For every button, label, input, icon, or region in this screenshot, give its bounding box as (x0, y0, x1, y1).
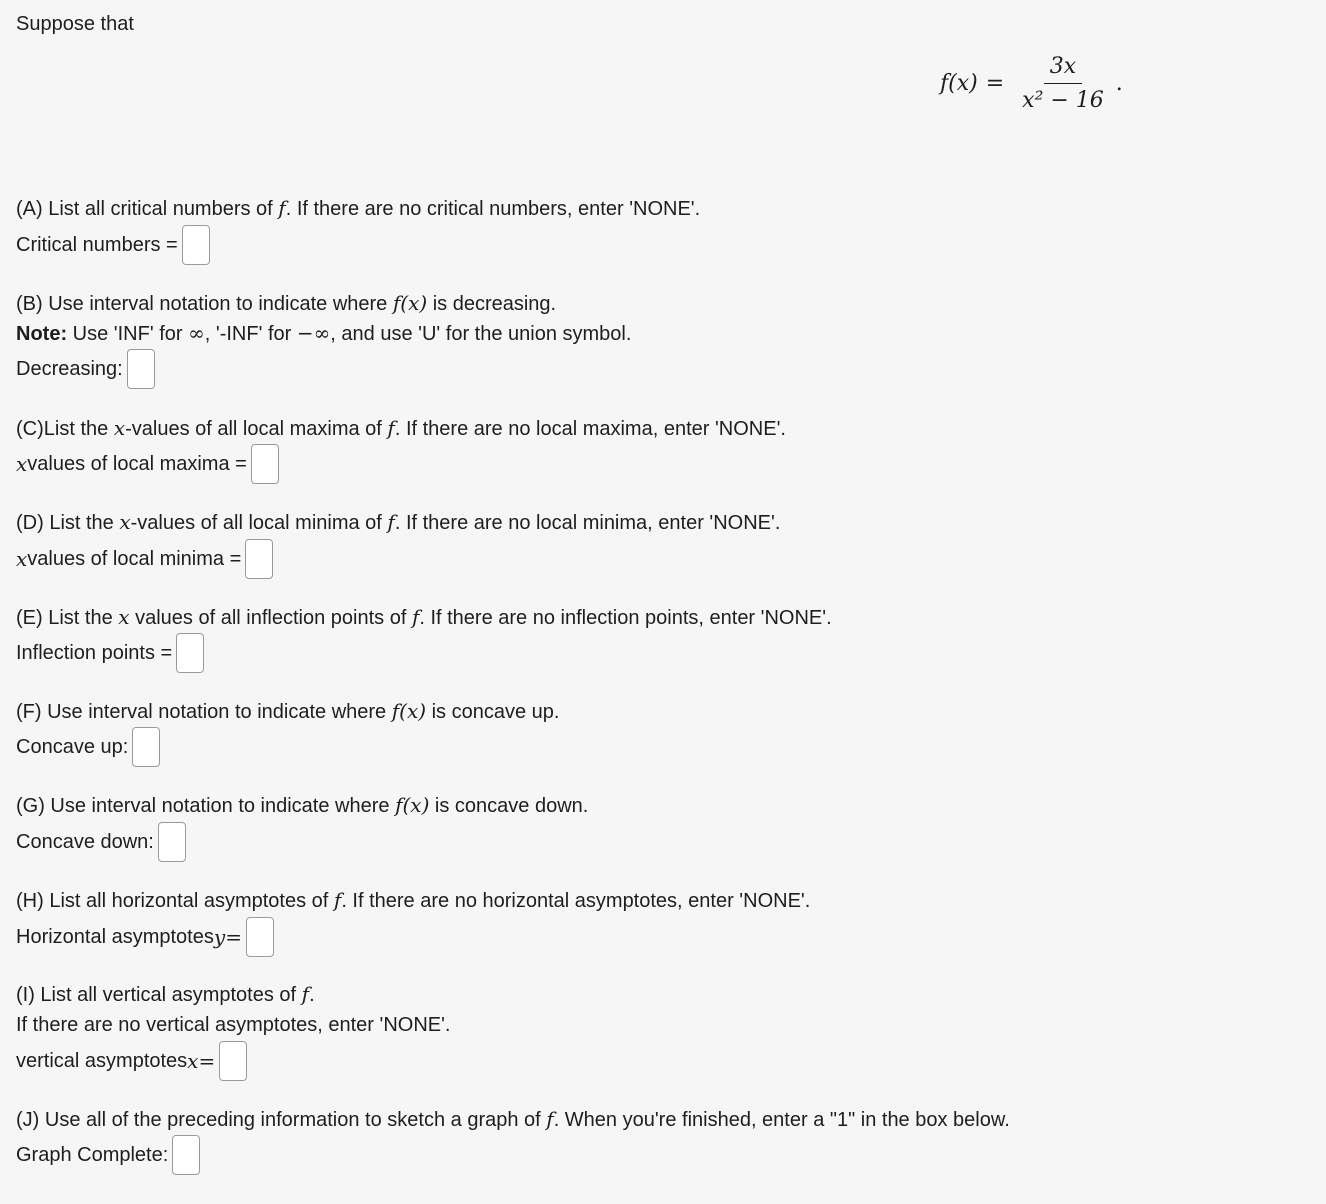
question-b-fx: f(x) (392, 291, 428, 315)
concave-down-label: Concave down: (16, 831, 154, 853)
critical-numbers-input[interactable] (182, 225, 210, 265)
question-c-var: x (113, 416, 126, 440)
question-g-text-2: is concave down. (429, 795, 589, 817)
formula-equals: = (985, 71, 1005, 96)
formula-denominator: x² − 16 (1022, 88, 1104, 113)
neg-infinity-symbol: −∞ (296, 321, 331, 345)
note-text-2: , '-INF' for (204, 323, 297, 345)
question-a (16, 196, 700, 221)
local-maxima-var: x (16, 452, 28, 476)
question-h (16, 888, 810, 913)
formula-numerator: 3x (1044, 54, 1082, 84)
question-i-text-1: (I) List all vertical asymptotes of (16, 984, 302, 1006)
question-j (16, 1107, 1010, 1132)
question-d-text-2: -values of all local minima of (130, 512, 388, 534)
vertical-asymptotes-input[interactable] (219, 1041, 247, 1081)
intro-text: Suppose that (16, 13, 134, 35)
function-formula (940, 54, 1123, 113)
question-c (16, 416, 786, 441)
note-text-3: , and use 'U' for the union symbol. (330, 323, 632, 345)
local-maxima-input[interactable] (251, 444, 279, 484)
question-f-text-2: is concave up. (426, 701, 560, 723)
horizontal-asymptotes-var: y (213, 925, 226, 949)
vertical-asymptotes-row (16, 1040, 247, 1082)
question-e-text-3: . If there are no inflection points, enter 'NONE'. (419, 607, 832, 629)
question-e-var: x (118, 605, 130, 629)
question-c-text-2: -values of all local maxima of (125, 418, 388, 440)
question-i-f: f (301, 982, 310, 1006)
question-h-f: f (333, 888, 342, 912)
concave-down-input[interactable] (158, 822, 186, 862)
horizontal-asymptotes-label: Horizontal asymptotes (16, 926, 214, 948)
formula-lhs: f(x) (940, 71, 978, 96)
question-j-text-1: (J) Use all of the preceding information to sketch a graph of (16, 1109, 547, 1131)
infinity-symbol: ∞ (188, 321, 205, 345)
question-d-text-1: (D) List the (16, 512, 120, 534)
question-i-text-2: . (309, 984, 315, 1006)
graph-complete-input[interactable] (172, 1135, 200, 1175)
local-minima-var: x (16, 547, 28, 571)
concave-down-row (16, 821, 186, 863)
inflection-points-row (16, 632, 204, 674)
concave-up-input[interactable] (132, 727, 160, 767)
local-minima-label: values of local minima = (27, 548, 242, 570)
question-f-fx: f(x) (391, 699, 427, 723)
critical-numbers-row (16, 224, 210, 266)
question-j-f: f (546, 1107, 554, 1131)
question-g-fx: f(x) (395, 793, 430, 817)
question-i (16, 982, 315, 1007)
decreasing-input[interactable] (127, 349, 155, 389)
question-e-text-2: values of all inflection points of (129, 607, 412, 629)
local-maxima-label: values of local maxima = (27, 453, 247, 475)
critical-numbers-label: Critical numbers = (16, 234, 178, 256)
question-h-text-2: . If there are no horizontal asymptotes, enter 'NONE'. (341, 890, 811, 912)
question-b (16, 291, 556, 316)
question-d-var: x (119, 510, 131, 534)
question-d (16, 510, 780, 535)
horizontal-asymptotes-row (16, 916, 274, 958)
local-minima-input[interactable] (245, 539, 273, 579)
question-g (16, 793, 588, 818)
question-b-text-1: (B) Use interval notation to indicate where (16, 293, 393, 315)
graph-complete-label: Graph Complete: (16, 1144, 169, 1166)
question-d-text-3: . If there are no local minima, enter 'NONE'. (394, 512, 781, 534)
formula-fraction (1016, 54, 1110, 113)
question-c-text-3: . If there are no local maxima, enter 'NONE'. (394, 418, 786, 440)
question-j-text-2: . When you're finished, enter a "1" in the box below. (553, 1109, 1010, 1131)
question-b-note (16, 321, 631, 346)
question-c-text-1: (C)List the (16, 418, 114, 440)
question-a-text-2: . If there are no critical numbers, enter 'NONE'. (285, 198, 701, 220)
inflection-points-label: Inflection points = (16, 642, 173, 664)
question-a-var: f (278, 196, 286, 220)
local-maxima-row (16, 443, 279, 485)
horizontal-asymptotes-eq: = (225, 925, 242, 949)
horizontal-asymptotes-input[interactable] (246, 917, 274, 957)
decreasing-label: Decreasing: (16, 358, 123, 380)
vertical-asymptotes-eq: = (198, 1049, 216, 1073)
question-i-line-2: If there are no vertical asymptotes, enter 'NONE'. (16, 1014, 451, 1036)
question-f (16, 699, 559, 724)
question-g-text-1: (G) Use interval notation to indicate where (16, 795, 396, 817)
concave-up-label: Concave up: (16, 736, 129, 758)
question-e-text-1: (E) List the (16, 607, 119, 629)
vertical-asymptotes-label: vertical asymptotes (16, 1050, 188, 1072)
question-a-text-1: (A) List all critical numbers of (16, 198, 279, 220)
question-b-text-2: is decreasing. (427, 293, 557, 315)
local-minima-row (16, 538, 273, 580)
graph-complete-row (16, 1134, 200, 1176)
note-text-1: Use 'INF' for (67, 323, 189, 345)
decreasing-row (16, 348, 155, 390)
formula-period: . (1115, 71, 1123, 96)
question-d-f: f (387, 510, 395, 534)
question-h-text-1: (H) List all horizontal asymptotes of (16, 890, 334, 912)
question-e-f: f (411, 605, 420, 629)
question-f-text-1: (F) Use interval notation to indicate where (16, 701, 392, 723)
concave-up-row (16, 726, 160, 768)
vertical-asymptotes-var: x (187, 1049, 199, 1073)
inflection-points-input[interactable] (176, 633, 204, 673)
question-c-f: f (387, 416, 395, 440)
question-e (16, 605, 832, 630)
note-bold: Note: (16, 323, 68, 345)
